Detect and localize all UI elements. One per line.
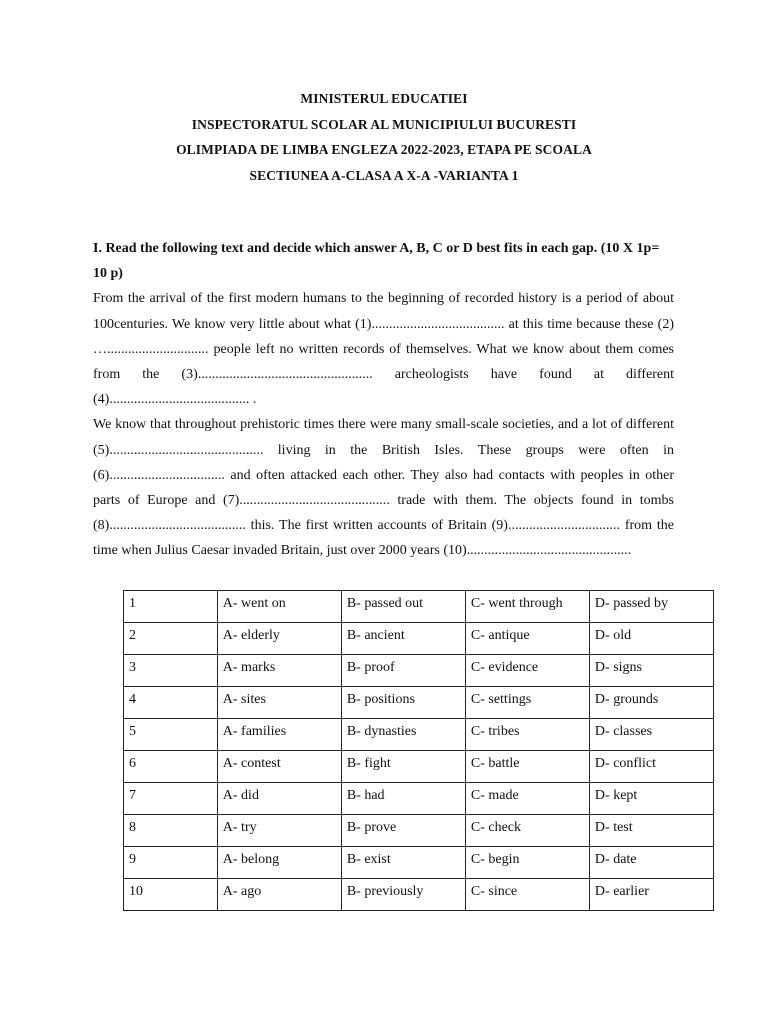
option-a-cell: A- families <box>217 719 341 751</box>
option-c-cell: C- went through <box>465 591 589 623</box>
option-a-cell: A- belong <box>217 847 341 879</box>
header-section: SECTIUNEA A-CLASA A X-A -VARIANTA 1 <box>249 167 519 183</box>
option-a-cell: A- went on <box>217 591 341 623</box>
task-title: I. Read the following text and decide which answer A, B, C or D best fits in each gap. (10 X 1p= 10 p) <box>93 241 660 282</box>
question-number-cell: 4 <box>124 687 218 719</box>
option-d-cell: D- conflict <box>589 751 713 783</box>
question-number-cell: 5 <box>124 719 218 751</box>
option-b-cell: B- prove <box>341 815 465 847</box>
option-b-cell: B- previously <box>341 879 465 911</box>
question-number-cell: 8 <box>124 815 218 847</box>
answer-row <box>124 623 714 655</box>
option-d-cell: D- passed by <box>589 591 713 623</box>
option-d-cell: D- signs <box>589 655 713 687</box>
option-a-cell: A- sites <box>217 687 341 719</box>
header-olympiad: OLIMPIADA DE LIMBA ENGLEZA 2022-2023, ETAPA PE SCOALA <box>176 142 592 157</box>
answer-row <box>124 783 714 815</box>
option-c-cell: C- check <box>465 815 589 847</box>
answer-row <box>124 687 714 719</box>
option-b-cell: B- passed out <box>341 591 465 623</box>
answer-row <box>124 591 714 623</box>
option-a-cell: A- contest <box>217 751 341 783</box>
option-b-cell: B- had <box>341 783 465 815</box>
text-paragraph-2: We know that throughout prehistoric times there were many small-scale societies, and a lot of different (5)............................................ living in the British Isles. These groups were often in (6)................................. and often attacked each other. They also had contacts with peoples in other parts of Europe and (7)........................................... trade with them. The objects found in tombs (8)....................................... this. The first written accounts of Britain (9)................................ from the time when Julius Caesar invaded Britain, just over 2000 years (10)............................................... <box>93 417 674 559</box>
question-number-cell: 9 <box>124 847 218 879</box>
option-d-cell: D- old <box>589 623 713 655</box>
option-b-cell: B- positions <box>341 687 465 719</box>
option-c-cell: C- antique <box>465 623 589 655</box>
option-b-cell: B- ancient <box>341 623 465 655</box>
question-number-cell: 3 <box>124 655 218 687</box>
task-content <box>93 236 674 564</box>
option-a-cell: A- try <box>217 815 341 847</box>
option-d-cell: D- date <box>589 847 713 879</box>
question-number-cell: 10 <box>124 879 218 911</box>
document-header <box>0 86 768 188</box>
option-c-cell: C- begin <box>465 847 589 879</box>
answer-row <box>124 655 714 687</box>
option-d-cell: D- classes <box>589 719 713 751</box>
option-a-cell: A- marks <box>217 655 341 687</box>
option-c-cell: C- evidence <box>465 655 589 687</box>
option-c-cell: C- battle <box>465 751 589 783</box>
option-b-cell: B- fight <box>341 751 465 783</box>
text-paragraph-1: From the arrival of the first modern humans to the beginning of recorded history is a period of about 100centuries. We know very little about what (1)...................................... at this time because these (2) …............................. people left no written records of themselves. What we know about them comes from the (3).................................................. archeologists have found at different (4)........................................ . <box>93 291 674 408</box>
option-a-cell: A- did <box>217 783 341 815</box>
answer-options-body <box>124 591 714 911</box>
answer-row <box>124 879 714 911</box>
answer-row <box>124 751 714 783</box>
question-number-cell: 6 <box>124 751 218 783</box>
option-c-cell: C- tribes <box>465 719 589 751</box>
answer-row <box>124 815 714 847</box>
question-number-cell: 2 <box>124 623 218 655</box>
option-d-cell: D- test <box>589 815 713 847</box>
option-a-cell: A- ago <box>217 879 341 911</box>
answer-row <box>124 719 714 751</box>
option-a-cell: A- elderly <box>217 623 341 655</box>
option-b-cell: B- dynasties <box>341 719 465 751</box>
option-d-cell: D- kept <box>589 783 713 815</box>
option-c-cell: C- made <box>465 783 589 815</box>
option-b-cell: B- exist <box>341 847 465 879</box>
answer-options-table <box>123 590 714 911</box>
option-b-cell: B- proof <box>341 655 465 687</box>
option-d-cell: D- earlier <box>589 879 713 911</box>
header-ministry: MINISTERUL EDUCATIEI <box>300 91 468 106</box>
question-number-cell: 1 <box>124 591 218 623</box>
option-c-cell: C- since <box>465 879 589 911</box>
option-c-cell: C- settings <box>465 687 589 719</box>
question-number-cell: 7 <box>124 783 218 815</box>
answer-row <box>124 847 714 879</box>
option-d-cell: D- grounds <box>589 687 713 719</box>
header-inspectorate: INSPECTORATUL SCOLAR AL MUNICIPIULUI BUCURESTI <box>191 116 577 132</box>
